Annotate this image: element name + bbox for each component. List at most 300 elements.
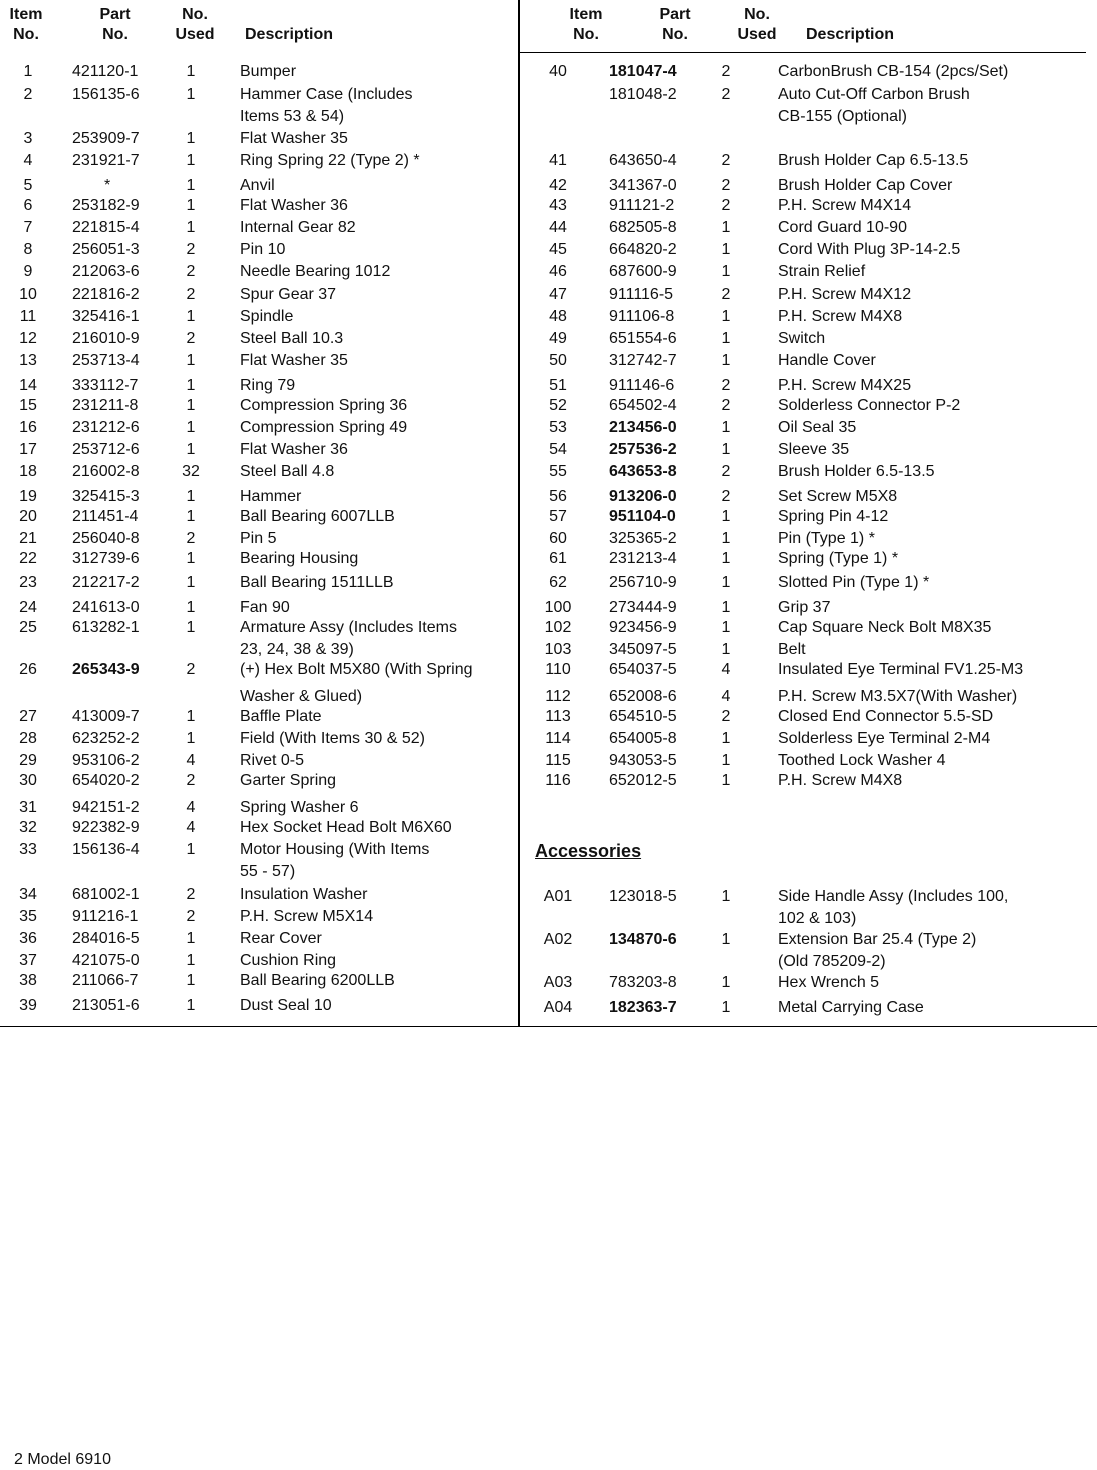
item-number: 15	[19, 397, 37, 414]
part-number: 333112-7	[72, 377, 139, 394]
item-number: 34	[19, 886, 37, 903]
part-number: 345097-5	[609, 641, 677, 658]
quantity-used: 2	[721, 708, 731, 725]
part-description: Spur Gear 37	[240, 286, 337, 303]
item-number: 6	[23, 197, 33, 214]
quantity-used: 1	[186, 972, 196, 989]
table-row	[0, 239, 1097, 261]
part-number: 911146-6	[609, 377, 675, 394]
table-row	[0, 817, 1097, 839]
table-row	[0, 350, 1097, 372]
header-description-label: Description	[245, 26, 334, 43]
table-row	[0, 706, 1097, 728]
part-description: Flat Washer 35	[240, 130, 348, 147]
part-description: Brush Holder 6.5-13.5	[778, 463, 935, 480]
part-description: CB-155 (Optional)	[778, 108, 907, 125]
part-number: 216010-9	[72, 330, 140, 347]
table-row	[0, 506, 1097, 528]
accessories-heading: Accessories	[535, 841, 642, 861]
item-number: 53	[549, 419, 567, 436]
part-number: 687600-9	[609, 263, 677, 280]
part-description: Items 53 & 54)	[240, 108, 345, 125]
item-number: 56	[549, 488, 567, 505]
header-item-no-label: No.	[573, 26, 599, 43]
part-description: Brush Holder Cap Cover	[778, 177, 953, 194]
table-row	[0, 572, 1097, 594]
part-description: Pin 5	[240, 530, 277, 547]
part-number: 922382-9	[72, 819, 140, 836]
part-number: 325365-2	[609, 530, 677, 547]
part-description: Cord Guard 10-90	[778, 219, 907, 236]
header-part-label: Part	[659, 6, 691, 23]
table-row	[0, 175, 1097, 197]
quantity-used: 2	[186, 908, 196, 925]
left-header-item	[8, 5, 44, 45]
quantity-used: 1	[186, 352, 196, 369]
part-number: 213051-6	[72, 997, 140, 1014]
part-number: 265343-9	[72, 661, 140, 678]
quantity-used: 1	[186, 930, 196, 947]
item-number: 18	[19, 463, 37, 480]
item-number: 35	[19, 908, 37, 925]
item-number: 31	[19, 799, 37, 816]
item-number: 23	[19, 574, 37, 591]
part-description: Metal Carrying Case	[778, 999, 924, 1016]
quantity-used: 1	[186, 619, 196, 636]
quantity-used: 1	[186, 708, 196, 725]
part-description: Extension Bar 25.4 (Type 2)	[778, 931, 977, 948]
part-number: 156135-6	[72, 86, 140, 103]
part-number: 256710-9	[609, 574, 677, 591]
part-number: *	[104, 177, 111, 194]
item-number: 4	[23, 152, 33, 169]
item-number: 28	[19, 730, 37, 747]
table-bottom-rule	[0, 1026, 1097, 1027]
quantity-used: 1	[186, 177, 196, 194]
quantity-used: 1	[721, 931, 731, 948]
part-number: 783203-8	[609, 974, 677, 991]
part-number: 253712-6	[72, 441, 140, 458]
item-number: 5	[23, 177, 33, 194]
part-description: P.H. Screw M4X8	[778, 308, 903, 325]
part-number: 256040-8	[72, 530, 140, 547]
quantity-used: 1	[721, 752, 731, 769]
item-number: 9	[23, 263, 33, 280]
part-number: 923456-9	[609, 619, 677, 636]
part-description: Solderless Connector P-2	[778, 397, 961, 414]
quantity-used: 1	[186, 508, 196, 525]
quantity-used: 1	[721, 730, 731, 747]
part-description: Slotted Pin (Type 1) *	[778, 574, 930, 591]
part-description: Compression Spring 36	[240, 397, 408, 414]
part-description: P.H. Screw M4X25	[778, 377, 912, 394]
part-description: Ring Spring 22 (Type 2) *	[240, 152, 420, 169]
item-number: 54	[549, 441, 567, 458]
part-description: Field (With Items 30 & 52)	[240, 730, 425, 747]
part-description: Cap Square Neck Bolt M8X35	[778, 619, 992, 636]
part-number: 652012-5	[609, 772, 677, 789]
item-number: 113	[545, 708, 571, 725]
item-number: 8	[23, 241, 33, 258]
part-description: Auto Cut-Off Carbon Brush	[778, 86, 970, 103]
part-number: 654020-2	[72, 772, 140, 789]
part-number: 613282-1	[72, 619, 140, 636]
part-number: 256051-3	[72, 241, 140, 258]
part-description: CarbonBrush CB-154 (2pcs/Set)	[778, 63, 1009, 80]
table-row	[0, 261, 1097, 283]
quantity-used: 2	[186, 263, 196, 280]
part-description: Pin (Type 1) *	[778, 530, 875, 547]
part-description: Cushion Ring	[240, 952, 337, 969]
item-number: 52	[549, 397, 567, 414]
part-description: Ball Bearing 6200LLB	[240, 972, 395, 989]
part-number: 212217-2	[72, 574, 140, 591]
item-number: 3	[23, 130, 33, 147]
table-row	[0, 617, 1097, 639]
right-header-part	[652, 5, 698, 45]
quantity-used: 2	[186, 330, 196, 347]
quantity-used: 1	[186, 441, 196, 458]
part-description: Hammer	[240, 488, 302, 505]
item-number: 19	[19, 488, 37, 505]
quantity-used: 2	[721, 86, 731, 103]
item-number: 115	[545, 752, 571, 769]
part-description: Rivet 0-5	[240, 752, 305, 769]
header-part-label: Part	[99, 6, 131, 23]
item-number: 62	[549, 574, 567, 591]
part-description: Switch	[778, 330, 826, 347]
part-number: 253182-9	[72, 197, 140, 214]
table-row	[0, 150, 1097, 172]
part-number: 654502-4	[609, 397, 677, 414]
quantity-used: 2	[721, 63, 731, 80]
table-row	[0, 417, 1097, 439]
part-number: 134870-6	[609, 931, 677, 948]
quantity-used: 1	[721, 530, 731, 547]
part-number: 654510-5	[609, 708, 677, 725]
table-row	[0, 797, 1097, 819]
item-number: 36	[19, 930, 37, 947]
quantity-used: 1	[186, 308, 196, 325]
part-number: 231213-4	[609, 550, 677, 567]
part-number: 913206-0	[609, 488, 677, 505]
quantity-used: 1	[186, 997, 196, 1014]
table-row	[0, 217, 1097, 239]
table-row	[0, 929, 1097, 951]
part-number: 951104-0	[609, 508, 676, 525]
quantity-used: 1	[721, 441, 731, 458]
quantity-used: 1	[721, 772, 731, 789]
part-description: Rear Cover	[240, 930, 322, 947]
table-row	[0, 306, 1097, 328]
item-number: 26	[19, 661, 37, 678]
quantity-used: 1	[186, 152, 196, 169]
part-description: P.H. Screw M5X14	[240, 908, 374, 925]
part-number: 911116-5	[609, 286, 674, 303]
item-number: 2	[23, 86, 33, 103]
part-description: Anvil	[240, 177, 275, 194]
item-number: 20	[19, 508, 37, 525]
item-number: 60	[549, 530, 567, 547]
table-row	[0, 639, 1097, 661]
quantity-used: 1	[186, 397, 196, 414]
item-number: 29	[19, 752, 37, 769]
item-number: 112	[545, 688, 571, 705]
part-description: Steel Ball 10.3	[240, 330, 344, 347]
item-number: 46	[549, 263, 567, 280]
quantity-used: 4	[186, 752, 196, 769]
part-number: 651554-6	[609, 330, 677, 347]
quantity-used: 1	[186, 599, 196, 616]
part-description: Pin 10	[240, 241, 286, 258]
item-number: 39	[19, 997, 37, 1014]
part-number: 182363-7	[609, 999, 677, 1016]
table-row	[0, 770, 1097, 792]
part-description: P.H. Screw M4X14	[778, 197, 912, 214]
part-description: Spring Pin 4-12	[778, 508, 889, 525]
part-description: Spring Washer 6	[240, 799, 359, 816]
part-description: 23, 24, 38 & 39)	[240, 641, 354, 658]
part-number: 312742-7	[609, 352, 677, 369]
part-description: Insulated Eye Terminal FV1.25-M3	[778, 661, 1024, 678]
item-number: 45	[549, 241, 567, 258]
table-row	[0, 195, 1097, 217]
quantity-used: 4	[721, 688, 731, 705]
part-number: 643653-8	[609, 463, 677, 480]
part-description: (Old 785209-2)	[778, 953, 886, 970]
table-row	[0, 439, 1097, 461]
part-description: Garter Spring	[240, 772, 337, 789]
part-description: Washer & Glued)	[240, 688, 363, 705]
part-number: 181047-4	[609, 63, 677, 80]
table-row	[0, 375, 1097, 397]
part-description: Spring (Type 1) *	[778, 550, 899, 567]
item-number: 16	[19, 419, 37, 436]
part-number: 211451-4	[72, 508, 139, 525]
part-description: Oil Seal 35	[778, 419, 857, 436]
part-description: Flat Washer 36	[240, 441, 348, 458]
quantity-used: 2	[186, 530, 196, 547]
part-number: 241613-0	[72, 599, 140, 616]
quantity-used: 2	[721, 377, 731, 394]
item-number: 12	[19, 330, 37, 347]
item-number: 43	[549, 197, 567, 214]
quantity-used: 1	[721, 241, 731, 258]
quantity-used: 2	[721, 152, 731, 169]
quantity-used: 2	[186, 772, 196, 789]
part-description: Baffle Plate	[240, 708, 322, 725]
part-number: 221816-2	[72, 286, 140, 303]
table-row-continuation	[0, 84, 1097, 106]
header-rule	[520, 52, 1086, 53]
table-row-continuation	[0, 861, 1097, 883]
part-description: P.H. Screw M3.5X7(With Washer)	[778, 688, 1018, 705]
quantity-used: 2	[721, 463, 731, 480]
item-number: 44	[549, 219, 567, 236]
item-number: 27	[19, 708, 37, 725]
header-part-no-label: No.	[102, 26, 128, 43]
item-number: 25	[19, 619, 37, 636]
item-number: 51	[549, 377, 567, 394]
quantity-used: 1	[186, 219, 196, 236]
quantity-used: 2	[721, 488, 731, 505]
item-number: 38	[19, 972, 37, 989]
part-number: 181048-2	[609, 86, 677, 103]
part-number: 257536-2	[609, 441, 677, 458]
header-used-label: Used	[175, 26, 215, 43]
part-description: Set Screw M5X8	[778, 488, 898, 505]
quantity-used: 1	[186, 730, 196, 747]
table-row	[0, 486, 1097, 508]
table-row-continuation	[0, 106, 1097, 128]
part-description: Insulation Washer	[240, 886, 368, 903]
part-description: Hammer Case (Includes	[240, 86, 413, 103]
item-number: A02	[543, 931, 573, 948]
part-description: 55 - 57)	[240, 863, 296, 880]
table-row	[0, 461, 1097, 483]
item-number: 47	[549, 286, 567, 303]
quantity-used: 1	[186, 574, 196, 591]
quantity-used: 1	[186, 377, 196, 394]
page-footer: 2 Model 6910	[14, 1451, 111, 1468]
item-number: 55	[549, 463, 567, 480]
part-number: 943053-5	[609, 752, 677, 769]
quantity-used: 2	[186, 241, 196, 258]
quantity-used: 1	[721, 263, 731, 280]
part-number: 221815-4	[72, 219, 140, 236]
part-number: 654005-8	[609, 730, 677, 747]
table-row	[0, 750, 1097, 772]
item-number: 102	[544, 619, 572, 636]
item-number: 103	[544, 641, 572, 658]
quantity-used: 4	[186, 819, 196, 836]
quantity-used: 1	[186, 197, 196, 214]
item-number: 37	[19, 952, 37, 969]
item-number: 110	[545, 661, 571, 678]
part-number: 123018-5	[609, 888, 677, 905]
quantity-used: 1	[186, 130, 196, 147]
part-number: 273444-9	[609, 599, 677, 616]
part-description: Handle Cover	[778, 352, 876, 369]
item-number: 48	[549, 308, 567, 325]
part-number: 341367-0	[609, 177, 677, 194]
table-row	[0, 997, 1097, 1019]
table-row	[0, 395, 1097, 417]
item-number: 32	[19, 819, 37, 836]
left-header-used	[170, 5, 220, 45]
part-description: Cord With Plug 3P-14-2.5	[778, 241, 961, 258]
item-number: 17	[19, 441, 37, 458]
item-number: 57	[549, 508, 567, 525]
item-number: 116	[545, 772, 571, 789]
part-description: P.H. Screw M4X12	[778, 286, 912, 303]
item-number: 100	[544, 599, 572, 616]
part-number: 681002-1	[72, 886, 140, 903]
part-description: Sleeve 35	[778, 441, 850, 458]
table-row	[0, 728, 1097, 750]
part-number: 643650-4	[609, 152, 677, 169]
quantity-used: 1	[721, 574, 731, 591]
part-number: 911121-2	[609, 197, 675, 214]
table-row	[0, 886, 1097, 908]
quantity-used: 1	[186, 550, 196, 567]
quantity-used: 1	[721, 352, 731, 369]
left-header-description	[245, 25, 333, 45]
quantity-used: 1	[186, 63, 196, 80]
item-number: 14	[19, 377, 37, 394]
item-number: 33	[19, 841, 37, 858]
quantity-used: 1	[721, 219, 731, 236]
part-description: Solderless Eye Terminal 2-M4	[778, 730, 991, 747]
quantity-used: 1	[721, 508, 731, 525]
part-number: 942151-2	[72, 799, 140, 816]
part-description: Fan 90	[240, 599, 290, 616]
table-row	[0, 61, 1097, 83]
part-description: P.H. Screw M4X8	[778, 772, 903, 789]
part-description: Hex Socket Head Bolt M6X60	[240, 819, 452, 836]
table-row-continuation	[0, 951, 1097, 973]
part-number: 652008-6	[609, 688, 677, 705]
header-no-label: No.	[744, 6, 770, 23]
quantity-used: 2	[721, 286, 731, 303]
part-number: 231212-6	[72, 419, 140, 436]
quantity-used: 1	[186, 488, 196, 505]
part-description: Strain Relief	[778, 263, 866, 280]
header-item-no-label: No.	[13, 26, 39, 43]
quantity-used: 1	[721, 599, 731, 616]
table-row	[0, 528, 1097, 550]
part-description: Flat Washer 35	[240, 352, 348, 369]
right-header-used	[732, 5, 782, 45]
part-number: 325415-3	[72, 488, 140, 505]
item-number: 11	[19, 308, 37, 325]
quantity-used: 2	[721, 197, 731, 214]
table-row	[0, 972, 1097, 994]
right-header-description	[806, 25, 894, 45]
item-number: 1	[23, 63, 33, 80]
part-number: 284016-5	[72, 930, 140, 947]
item-number: 7	[23, 219, 33, 236]
quantity-used: 1	[721, 974, 731, 991]
quantity-used: 1	[721, 641, 731, 658]
part-description: Motor Housing (With Items	[240, 841, 430, 858]
part-description: Closed End Connector 5.5-SD	[778, 708, 994, 725]
item-number: A01	[543, 888, 573, 905]
table-row	[0, 128, 1097, 150]
item-number: 40	[549, 63, 567, 80]
left-header-part	[92, 5, 138, 45]
quantity-used: 1	[721, 550, 731, 567]
item-number: 61	[549, 550, 567, 567]
part-number: 312739-6	[72, 550, 140, 567]
part-number: 212063-6	[72, 263, 140, 280]
table-row	[0, 548, 1097, 570]
part-number: 231211-8	[72, 397, 139, 414]
part-description: Ball Bearing 1511LLB	[240, 574, 394, 591]
part-number: 216002-8	[72, 463, 140, 480]
item-number: 10	[19, 286, 37, 303]
part-description: Flat Washer 36	[240, 197, 348, 214]
part-description: Brush Holder Cap 6.5-13.5	[778, 152, 969, 169]
quantity-used: 2	[186, 286, 196, 303]
part-number: 664820-2	[609, 241, 677, 258]
item-number: 49	[549, 330, 567, 347]
part-number: 156136-4	[72, 841, 140, 858]
quantity-used: 2	[721, 177, 731, 194]
part-number: 953106-2	[72, 752, 140, 769]
item-number: 24	[19, 599, 37, 616]
part-description: Ring 79	[240, 377, 296, 394]
